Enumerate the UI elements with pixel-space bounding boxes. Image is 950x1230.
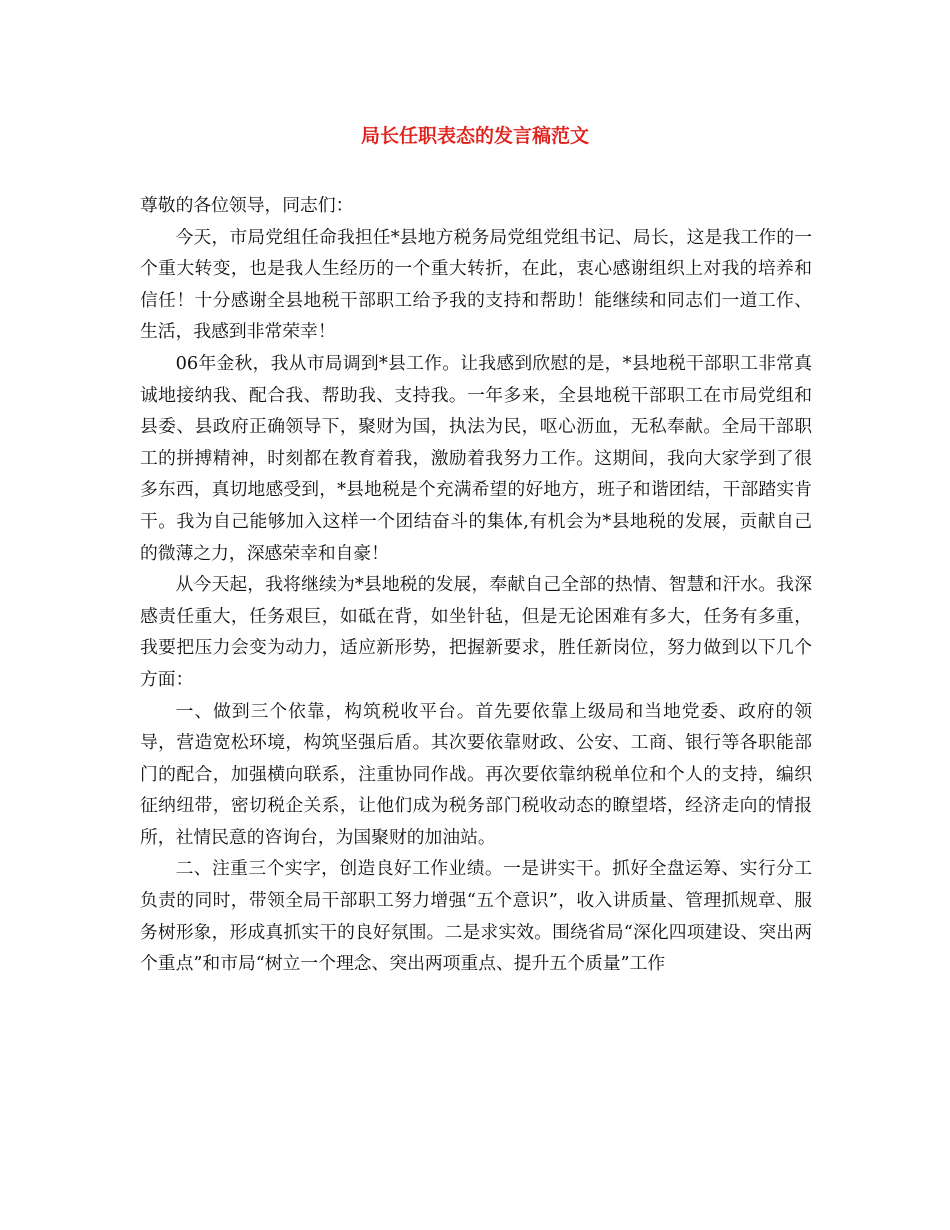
body-paragraph: 今天，市局党组任命我担任*县地方税务局党组党组书记、局长，这是我工作的一个重大转变，也是我人生经历的一个重大转折，在此，衷心感谢组织上对我的培养和信任！十分感谢全县地税干部职工给予我的支持和帮助！能继续和同志们一道工作、生活，我感到非常荣幸！ (140, 226, 812, 343)
body-paragraph: 二、注重三个实字，创造良好工作业绩。一是讲实干。抓好全盘运筹、实行分工负责的同时，带领全局干部职工努力增强“五个意识”，收入讲质量、管理抓规章、服务树形象，形成真抓实干的良好氛围。二是求实效。围绕省局“深化四项建设、突出两个重点”和市局“树立一个理念、突出两项重点、提升五个质量”工作 (140, 858, 812, 975)
document-body (140, 190, 812, 980)
body-paragraph: 06年金秋，我从市局调到*县工作。让我感到欣慰的是，*县地税干部职工非常真诚地接纳我、配合我、帮助我、支持我。一年多来，全县地税干部职工在市局党组和县委、县政府正确领导下，聚财为国，执法为民，呕心沥血，无私奉献。全局干部职工的拼搏精神，时刻都在教育着我，激励着我努力工作。这期间，我向大家学到了很多东西，真切地感受到，*县地税是个充满希望的好地方，班子和谐团结，干部踏实肯干。我为自己能够加入这样一个团结奋斗的集体,有机会为*县地税的发展，贡献自己的微薄之力，深感荣幸和自豪！ (140, 352, 812, 564)
body-paragraph: 从今天起，我将继续为*县地税的发展，奉献自己全部的热情、智慧和汗水。我深感责任重大，任务艰巨，如砥在背，如坐针毡，但是无论困难有多大，任务有多重，我要把压力会变为动力，适应新形势，把握新要求，胜任新岗位，努力做到以下几个方面： (140, 574, 812, 690)
body-paragraph: 一、做到三个依靠，构筑税收平台。首先要依靠上级局和当地党委、政府的领导，营造宽松环境，构筑坚强后盾。其次要依靠财政、公安、工商、银行等各职能部门的配合，加强横向联系，注重协同作战。再次要依靠纳税单位和个人的支持，编织征纳纽带，密切税企关系，让他们成为税务部门税收动态的瞭望塔，经济走向的情报所，社情民意的咨询台，为国聚财的加油站。 (140, 700, 812, 848)
document-title: 局长任职表态的发言稿范文 (360, 125, 589, 147)
salutation-paragraph: 尊敬的各位领导，同志们： (140, 195, 354, 216)
